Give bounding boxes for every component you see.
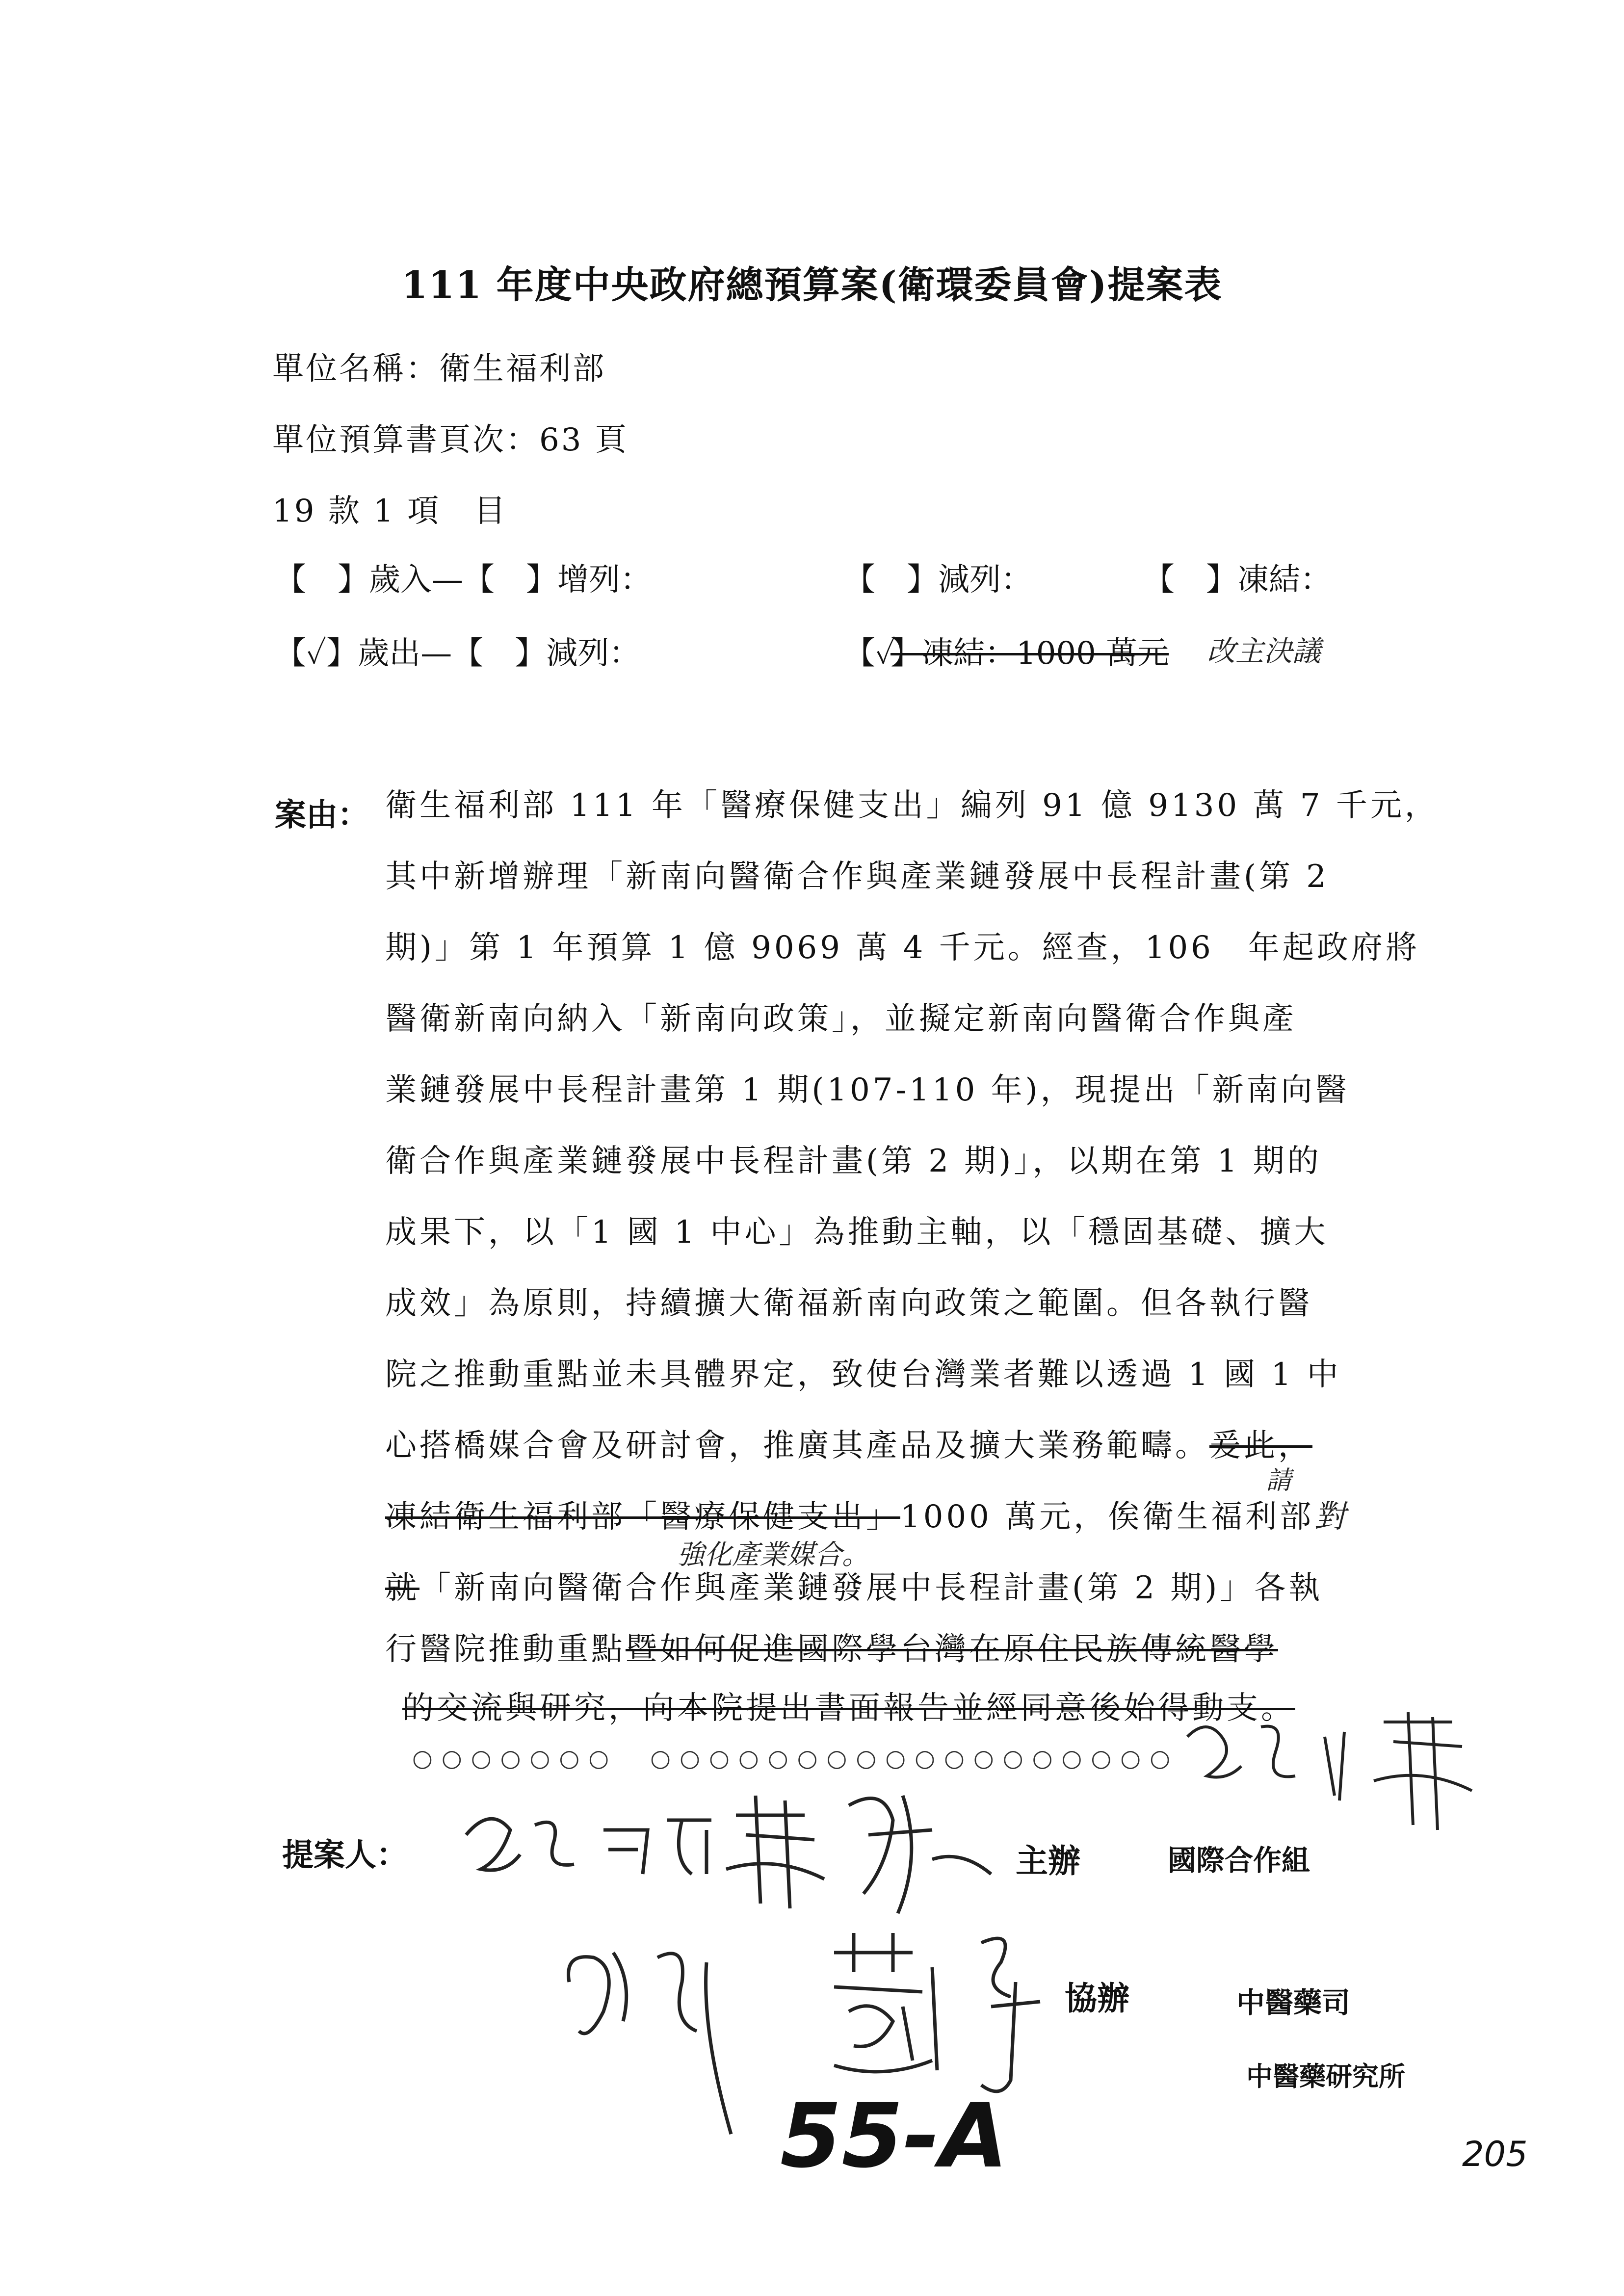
page-title: 111 年度中央政府總預算案(衛環委員會)提案表	[401, 263, 1223, 307]
reason-line-13	[385, 1631, 1278, 1668]
co-organization-2: 中醫藥研究所	[1246, 2061, 1405, 2092]
unit-name: 單位名稱：衛生福利部	[272, 351, 606, 387]
struck-text-jiu: 就	[385, 1570, 419, 1606]
revenue-increase-check: 【 】歲入—【 】增列：	[275, 562, 652, 598]
reason-line-12	[385, 1572, 1323, 1604]
proposer-label: 提案人：	[282, 1837, 408, 1874]
handwritten-dui: 對	[1314, 1499, 1349, 1535]
handwritten-resolution-note: 改主決議	[1207, 634, 1321, 668]
budget-section: 19 款 1 項 目	[272, 493, 508, 529]
signature-top-right	[1178, 1707, 1482, 1835]
expenditure-freeze-check: 【✓	[844, 635, 896, 672]
reason-line: 成效」為原則，持續擴大衛福新南向政策之範圍。但各執行醫	[385, 1285, 1312, 1322]
reason-line: 衛生福利部 111 年「醫療保健支出」編列 91 億 9130 萬 7 千元，	[385, 787, 1439, 824]
reason-line: 其中新增辦理「新南向醫衛合作與產業鏈發展中長程計畫(第 2	[385, 859, 1330, 895]
struck-text-exchange: 暨如何促進國際學台灣在原住民族傳統醫學	[626, 1631, 1278, 1668]
lead-organization: 國際合作組	[1168, 1844, 1310, 1877]
struck-text-freeze: 凍結衛生福利部「醫療保健支出」	[385, 1499, 900, 1535]
lead-role: 主辦	[1016, 1842, 1080, 1880]
reason-line-10-text: 心搭橋媒合會及研討會，推廣其產品及擴大業務範疇。	[385, 1428, 1209, 1464]
co-role: 協辦	[1065, 1979, 1129, 2017]
reason-line: 業鏈發展中長程計畫第 1 期(107-110 年)，現提出「新南向醫	[385, 1072, 1350, 1108]
reason-line-12-text: 「新南向醫衛合作與產業鏈發展中長程計畫(第 2 期)」各執	[419, 1570, 1323, 1606]
revenue-decrease-check: 【 】減列：	[844, 562, 1032, 598]
deletion-dots: ○○○○○○○ ○○○○○○○○○○○○○○○○○○	[412, 1745, 1179, 1772]
reason-line: 期)」第 1 年預算 1 億 9069 萬 4 千元。經查，106 年起政府將	[385, 930, 1420, 966]
page-number: 55-A	[780, 2085, 1008, 2188]
struck-text-therefore: 爰此，	[1209, 1428, 1312, 1464]
revenue-freeze-check: 【 】凍結：	[1143, 562, 1332, 598]
co-organization: 中醫藥司	[1236, 1986, 1351, 2019]
handwritten-qing: 請	[1266, 1466, 1292, 1495]
struck-text-report: 的交流與研究，向本院提出書面報告並經同意後始得動支。	[402, 1690, 1295, 1726]
reason-line-14	[402, 1690, 1295, 1726]
handwritten-insertion: 強化產業媒合。	[677, 1539, 869, 1571]
revenue-row	[275, 554, 1403, 599]
reason-line: 衛合作與產業鏈發展中長程計畫(第 2 期)」，以期在第 1 期的	[385, 1143, 1322, 1179]
corner-number: 205	[1462, 2134, 1528, 2174]
budget-page: 單位預算書頁次：63 頁	[272, 422, 629, 458]
reason-line-13-text: 行醫院推動重點	[385, 1631, 626, 1668]
expenditure-freeze-struck: 】凍結：1000 萬元	[891, 635, 1169, 672]
reason-line-11-rest: 1000 萬元，俟衛生福利部	[900, 1499, 1314, 1535]
reason-label: 案由：	[275, 797, 369, 834]
reason-line: 成果下，以「1 國 1 中心」為推動主軸，以「穩固基礎、擴大	[385, 1214, 1329, 1251]
expenditure-decrease-check: 【✓】歲出—【 】減列：	[275, 635, 641, 672]
proposer-signature-1	[461, 1776, 1025, 1923]
reason-line: 院之推動重點並未具體界定，致使台灣業者難以透過 1 國 1 中	[385, 1357, 1341, 1393]
reason-line-11	[385, 1501, 1348, 1533]
expenditure-row	[275, 628, 1403, 672]
reason-line: 醫衛新南向納入「新南向政策」，並擬定新南向醫衛合作與產	[385, 1001, 1297, 1037]
reason-line-10	[385, 1428, 1312, 1464]
